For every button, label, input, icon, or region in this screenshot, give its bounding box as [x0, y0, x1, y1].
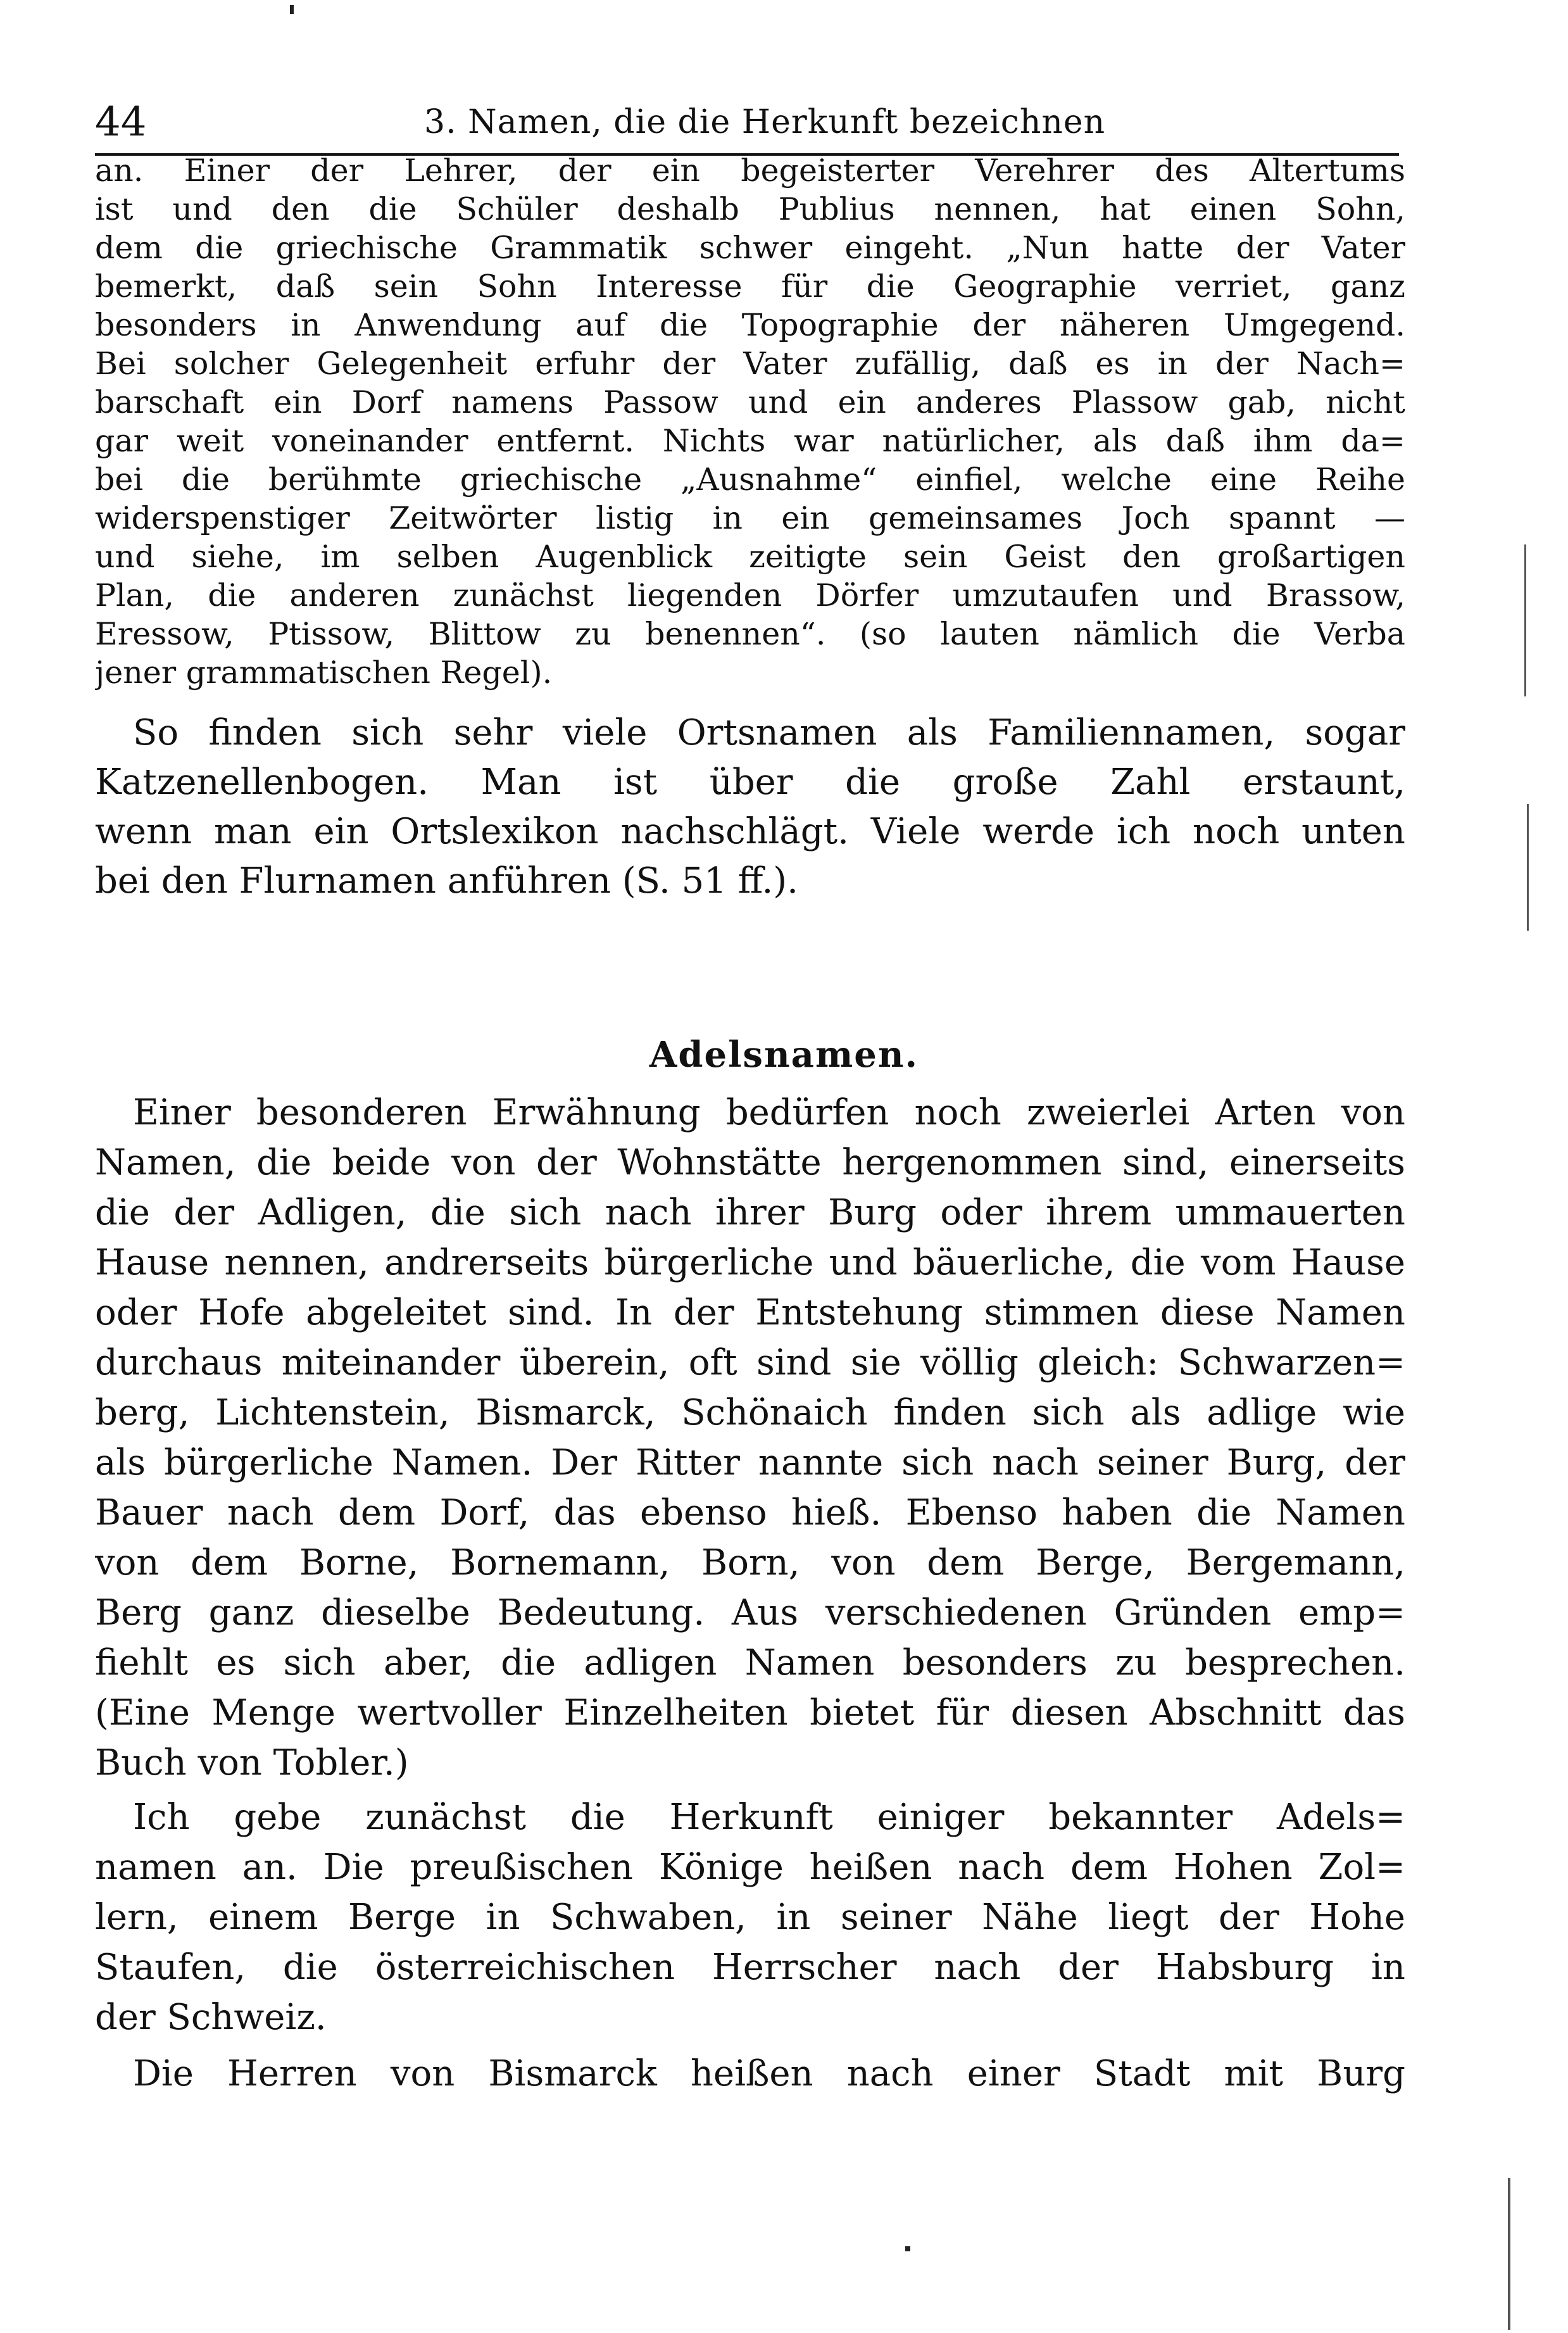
- text-line: der Schweiz.: [95, 1997, 327, 2038]
- text-line: durchaus miteinander überein, oft sind sie völlig gleich: Schwarzen=: [95, 1342, 1405, 1383]
- text-line: Einer besonderen Erwähnung bedürfen noch zweierlei Arten von: [133, 1092, 1405, 1133]
- text-line: namen an. Die preußischen Könige heißen nach dem Hohen Zol=: [95, 1847, 1405, 1888]
- text-line: Ich gebe zunächst die Herkunft einiger bekannter Adels=: [133, 1797, 1405, 1838]
- text-line: gar weit voneinander entfernt. Nichts war natürlicher, als daß ihm da=: [95, 423, 1405, 459]
- text-line: berg, Lichtenstein, Bismarck, Schönaich finden sich als adlige wie: [95, 1392, 1405, 1433]
- text-line: Namen, die beide von der Wohnstätte hergenommen sind, einerseits: [95, 1142, 1405, 1183]
- text-line: So finden sich sehr viele Ortsnamen als Familiennamen, sogar: [133, 712, 1405, 753]
- text-line: Eressow, Ptissow, Blittow zu benennen“. (so lauten nämlich die Verba: [95, 616, 1405, 652]
- text-line: Staufen, die österreichischen Herrscher nach der Habsburg in: [95, 1947, 1405, 1988]
- text-line: Die Herren von Bismarck heißen nach einer Stadt mit Burg: [133, 2053, 1405, 2094]
- text-line: ist und den die Schüler deshalb Publius nennen, hat einen Sohn,: [95, 191, 1405, 227]
- text-line: Hause nennen, andrerseits bürgerliche und bäuerliche, die vom Hause: [95, 1242, 1405, 1283]
- text-line: Plan, die anderen zunächst liegenden Dörfer umzutaufen und Brassow,: [95, 577, 1405, 613]
- text-line: von dem Borne, Bornemann, Born, von dem Berge, Bergemann,: [95, 1542, 1405, 1583]
- text-line: Berg ganz dieselbe Bedeutung. Aus verschiedenen Gründen emp=: [95, 1592, 1405, 1633]
- scan-speck: [905, 2246, 910, 2251]
- text-line: Bei solcher Gelegenheit erfuhr der Vater zufällig, daß es in der Nach=: [95, 346, 1405, 382]
- scan-speck: [290, 5, 294, 14]
- text-line: Buch von Tobler.): [95, 1742, 409, 1783]
- text-line: wenn man ein Ortslexikon nachschlägt. Viele werde ich noch unten: [95, 811, 1405, 852]
- text-line: oder Hofe abgeleitet sind. In der Entstehung stimmen diese Namen: [95, 1292, 1405, 1333]
- text-line: an. Einer der Lehrer, der ein begeisterter Verehrer des Altertums: [95, 153, 1405, 189]
- text-line: Bauer nach dem Dorf, das ebenso hieß. Ebenso haben die Namen: [95, 1492, 1405, 1533]
- running-head: 3. Namen, die die Herkunft bezeichnen: [424, 103, 1106, 141]
- text-line: jener grammatischen Regel).: [95, 655, 553, 691]
- text-line: als bürgerliche Namen. Der Ritter nannte sich nach seiner Burg, der: [95, 1442, 1405, 1483]
- binding-edge-mark: [1508, 2178, 1510, 2330]
- page-number: 44: [95, 99, 147, 146]
- page-header: [95, 94, 1399, 151]
- text-line: fiehlt es sich aber, die adligen Namen besonders zu besprechen.: [95, 1642, 1405, 1683]
- text-line: lern, einem Berge in Schwaben, in seiner Nähe liegt der Hohe: [95, 1897, 1405, 1938]
- binding-edge-mark: [1524, 544, 1526, 696]
- binding-edge-mark: [1527, 804, 1529, 931]
- text-line: besonders in Anwendung auf die Topographie der näheren Umgegend.: [95, 307, 1405, 343]
- text-line: bemerkt, daß sein Sohn Interesse für die Geographie verriet, ganz: [95, 268, 1405, 305]
- text-line: die der Adligen, die sich nach ihrer Burg oder ihrem ummauerten: [95, 1192, 1405, 1233]
- text-line: (Eine Menge wertvoller Einzelheiten bietet für diesen Abschnitt das: [95, 1692, 1405, 1733]
- text-line: Katzenellenbogen. Man ist über die große Zahl erstaunt,: [95, 762, 1405, 803]
- section-heading: Adelsnamen.: [649, 1034, 919, 1076]
- text-line: dem die griechische Grammatik schwer eingeht. „Nun hatte der Vater: [95, 230, 1405, 266]
- text-line: und siehe, im selben Augenblick zeitigte sein Geist den großartigen: [95, 539, 1405, 575]
- text-line: bei den Flurnamen anführen (S. 51 ff.).: [95, 860, 798, 902]
- text-line: bei die berühmte griechische „Ausnahme“ einfiel, welche eine Reihe: [95, 462, 1405, 498]
- text-line: widerspenstiger Zeitwörter listig in ein gemeinsames Joch spannt —: [95, 500, 1405, 536]
- text-line: barschaft ein Dorf namens Passow und ein anderes Plassow gab, nicht: [95, 384, 1405, 420]
